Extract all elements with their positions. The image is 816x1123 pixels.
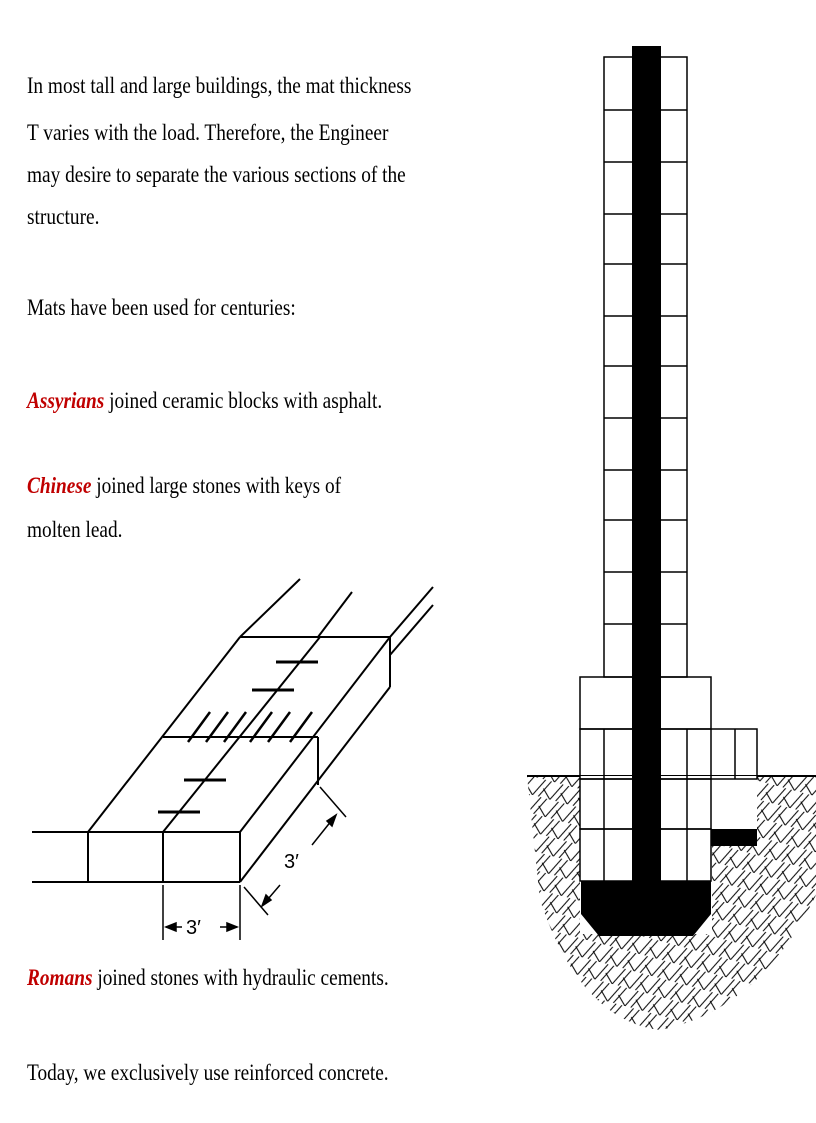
intro-line-3: may desire to separate the various sections of the <box>27 162 406 187</box>
history-lead: Mats have been used for centuries: <box>27 295 296 320</box>
dim-length-label: 3′ <box>284 851 299 873</box>
intro-line-1: In most tall and large buildings, the mat thickness <box>27 73 412 98</box>
intro-line-4: structure. <box>27 204 100 229</box>
intro-line-2: T varies with the load. Therefore, the Engineer <box>27 120 389 145</box>
today-paragraph: Today, we exclusively use reinforced concrete. <box>27 1060 389 1085</box>
chinese-name: Chinese <box>27 473 92 498</box>
chinese-text-1: joined large stones with keys of <box>91 473 342 498</box>
assyrians-name: Assyrians <box>27 388 105 413</box>
romans-text: joined stones with hydraulic cements. <box>92 965 389 990</box>
ledge <box>711 829 757 846</box>
steel-core <box>632 46 661 896</box>
footing <box>581 881 711 936</box>
romans-name: Romans <box>27 965 93 990</box>
assyrians-text: joined ceramic blocks with asphalt. <box>104 388 383 413</box>
base-tier <box>580 729 757 779</box>
dim-width-label: 3′ <box>186 917 201 939</box>
excavation-area <box>712 776 757 830</box>
chinese-paragraph-line-2: molten lead. <box>27 517 123 542</box>
